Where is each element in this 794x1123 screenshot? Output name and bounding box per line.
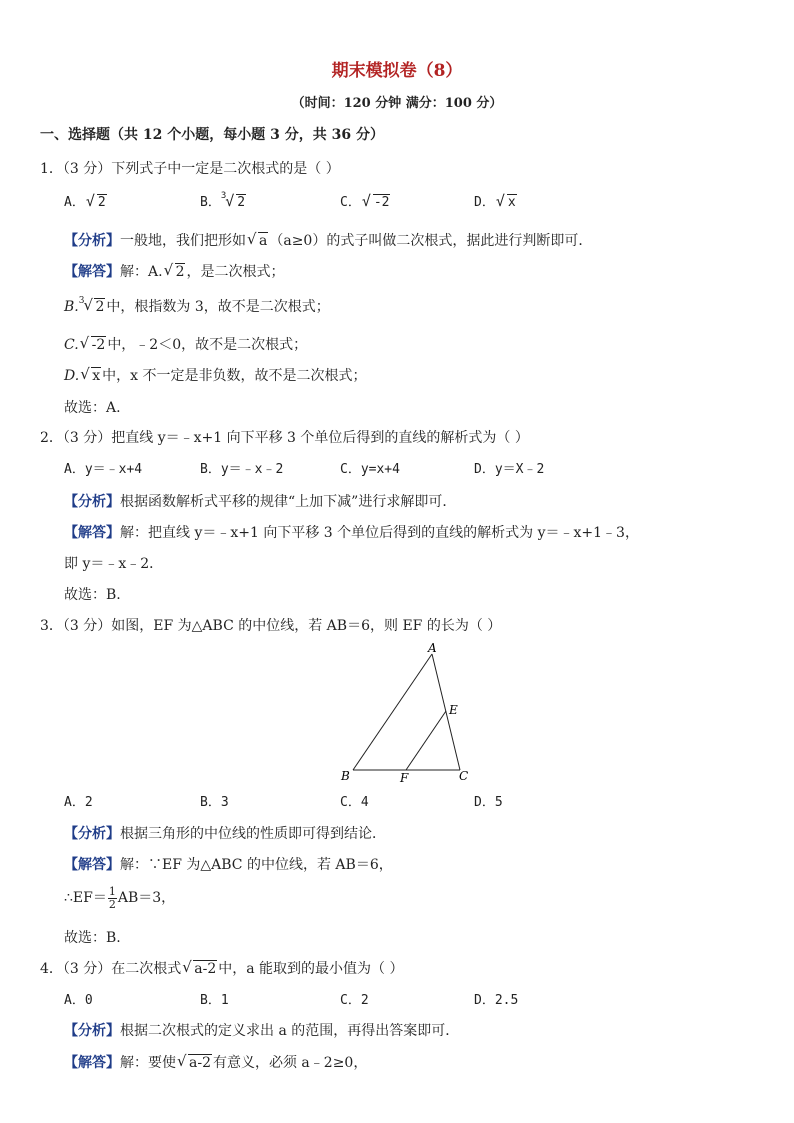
section-heading: 一、选择题（共 12 个小题，每小题 3 分，共 36 分） — [40, 127, 384, 143]
q2-analysis: 【分析】根据函数解析式平移的规律“上加下减”进行求解即可． — [64, 494, 457, 510]
q1-answer-b: B.$^3$ √ 2 中，根指数为 3，故不是二次根式； — [64, 296, 330, 315]
midline-ef — [406, 711, 446, 770]
fraction: $\frac{1}{2}$ — [108, 885, 116, 911]
q1-answer-d: D. √ x 中，x 不一定是非负数，故不是二次根式； — [64, 365, 367, 384]
q4-option-c: C．2 — [340, 993, 369, 1008]
q1-option-b: B．$^3$ √ 2 — [200, 191, 246, 210]
exam-info: （时间：120 分钟 满分：100 分） — [291, 96, 503, 111]
question-4-stem: 4．（3 分）在二次根式 √ a-2 中，a 能取到的最小值为（ ） — [40, 958, 404, 977]
label-c: C — [459, 769, 469, 783]
q1-answer: 【解答】解：A. √ 2 ，是二次根式； — [64, 261, 285, 280]
side-ab — [353, 654, 432, 770]
q4-option-d: D．2.5 — [474, 993, 519, 1008]
q1-answer-c: C. √ -2 中，﹣2＜0，故不是二次根式； — [64, 334, 308, 353]
q3-option-c: C．4 — [340, 795, 369, 810]
q1-option-a: A． √ 2 — [64, 192, 106, 210]
triangle-figure — [335, 640, 485, 790]
label-b: B — [341, 769, 350, 783]
question-3-stem: 3．（3 分）如图，EF 为△ABC 的中位线，若 AB＝6，则 EF 的长为（ ） — [40, 618, 502, 634]
q3-answer: 【解答】解：∵EF 为△ABC 的中位线，若 AB＝6， — [64, 857, 393, 873]
page-title: 期末模拟卷（8） — [331, 61, 463, 81]
q2-answer-line2: 即 y＝﹣x﹣2． — [64, 556, 164, 572]
q4-option-b: B．1 — [200, 993, 229, 1008]
q3-answer-line2: ∴EF＝ $\frac{1}{2}$ AB＝3， — [64, 885, 176, 911]
question-1-stem: 1．（3 分）下列式子中一定是二次根式的是（ ） — [40, 161, 340, 177]
q2-option-b: B．y＝﹣x﹣2 — [200, 462, 284, 477]
q1-option-d: D． √ x — [474, 192, 516, 210]
q4-answer: 【解答】解：要使 √ a-2 有意义，必须 a﹣2≥0， — [64, 1052, 368, 1071]
label-f: F — [400, 771, 409, 785]
label-e: E — [449, 703, 458, 717]
q2-option-d: D．y＝X﹣2 — [474, 462, 545, 477]
label-a: A — [428, 641, 437, 655]
q2-option-a: A．y＝﹣x+4 — [64, 462, 143, 477]
q2-answer: 【解答】解：把直线 y＝﹣x+1 向下平移 3 个单位后得到的直线的解析式为 y＝﹣x+1﹣3， — [64, 525, 639, 541]
q3-choice: 故选：B. — [64, 930, 121, 946]
q2-option-c: C．y=x+4 — [340, 462, 400, 477]
q3-option-d: D．5 — [474, 795, 503, 810]
q2-choice: 故选：B. — [64, 587, 121, 603]
q1-choice: 故选：A. — [64, 400, 121, 416]
q3-analysis: 【分析】根据三角形的中位线的性质即可得到结论． — [64, 826, 386, 842]
q4-option-a: A．0 — [64, 993, 93, 1008]
q1-option-c: C． √ -2 — [340, 192, 390, 210]
question-2-stem: 2．（3 分）把直线 y＝﹣x+1 向下平移 3 个单位后得到的直线的解析式为（ ） — [40, 430, 529, 446]
q3-option-a: A．2 — [64, 795, 93, 810]
q4-analysis: 【分析】根据二次根式的定义求出 a 的范围，再得出答案即可． — [64, 1023, 460, 1039]
q1-analysis: 【分析】一般地，我们把形如 √ a （a≥0）的式子叫做二次根式，据此进行判断即可． — [64, 230, 593, 249]
q3-option-b: B．3 — [200, 795, 229, 810]
